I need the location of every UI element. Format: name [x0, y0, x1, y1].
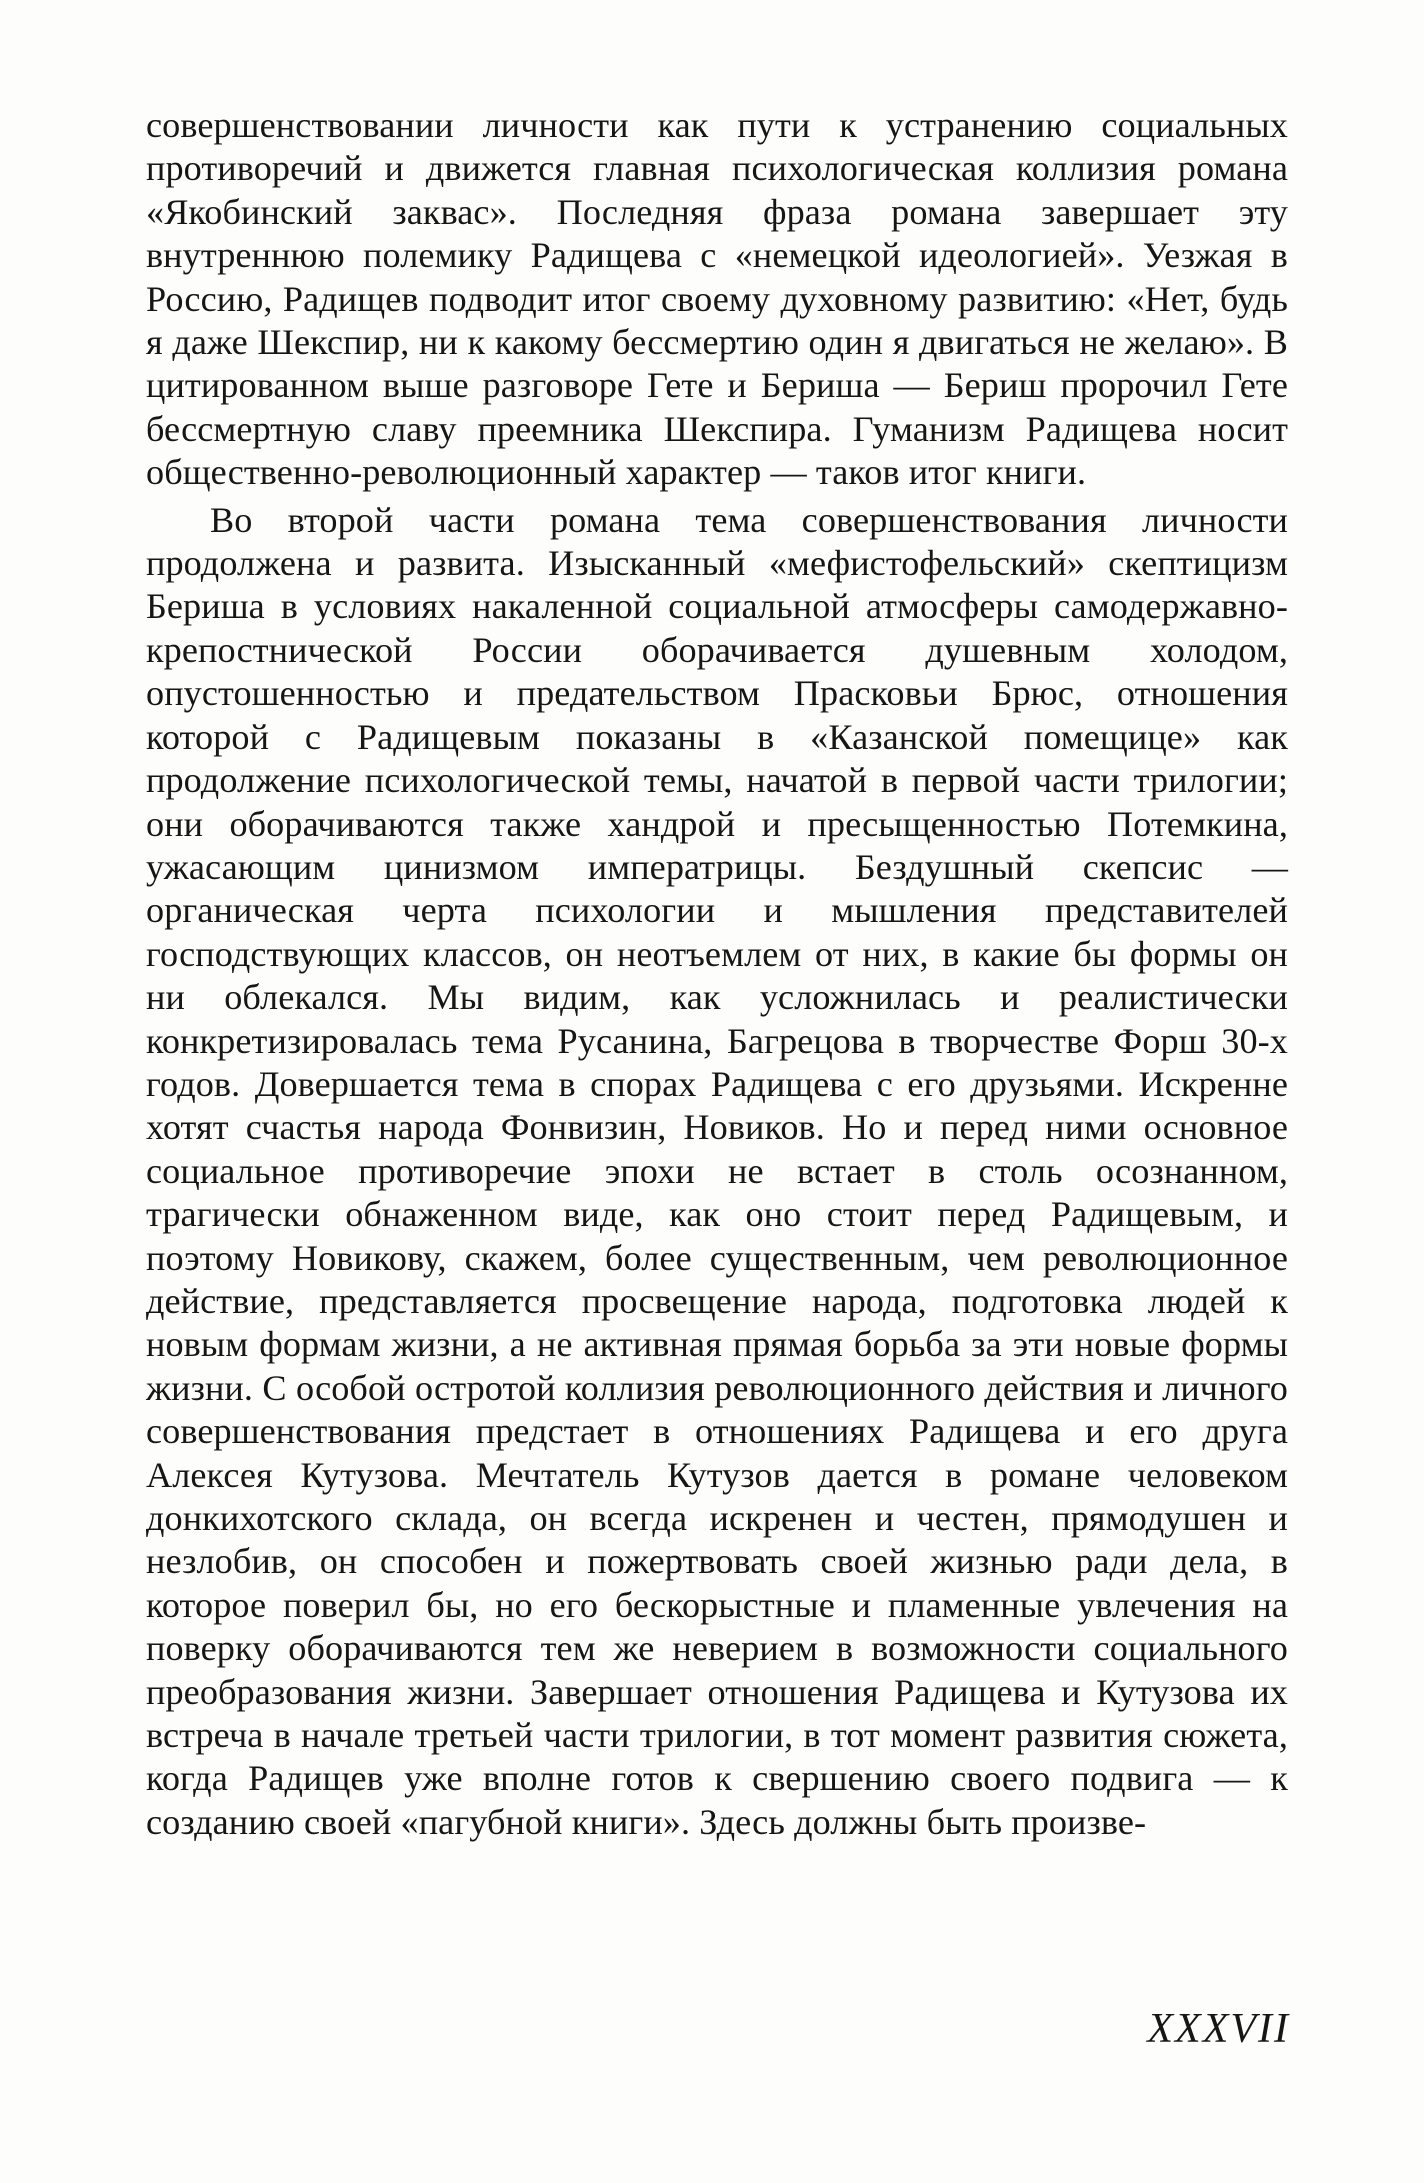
- paragraph-2: Во второй части романа тема совершенствования личности продолжена и развита. Изысканный «мефистофельский» скептицизм Бериша в условиях накаленной социальной атмосферы самодержавно-крепостнической России оборачивается душевным холодом, опустошенностью и предательством Прасковьи Брюс, отношения которой с Радищевым показаны в «Казанской помещице» как продолжение психологической темы, начатой в первой части трилогии; они оборачиваются также хандрой и пресыщенностью Потемкина, ужасающим цинизмом императрицы. Бездушный скепсис — органическая черта психологии и мышления представителей господствующих классов, он неотъемлем от них, в какие бы формы он ни облекался. Мы видим, как усложнилась и реалистически конкретизировалась тема Русанина, Багрецова в творчестве Форш 30-х годов. Довершается тема в спорах Радищева с его друзьями. Искренне хотят счастья народа Фонвизин, Новиков. Но и перед ними основное социальное противоречие эпохи не встает в столь осознанном, трагически обнаженном виде, как оно стоит перед Радищевым, и поэтому Новикову, скажем, более существенным, чем революционное действие, представляется просвещение народа, подготовка людей к новым формам жизни, а не активная прямая борьба за эти новые формы жизни. С особой остротой коллизия революционного действия и личного совершенствования предстает в отношениях Радищева и его друга Алексея Кутузова. Мечтатель Кутузов дается в романе человеком донкихотского склада, он всегда искренен и честен, прямодушен и незлобив, он способен и пожертвовать своей жизнью ради дела, в которое поверил бы, но его бескорыстные и пламенные увлечения на поверку оборачиваются тем же неверием в возможности социального преобразования жизни. Завершает отношения Радищева и Кутузова их встреча в начале третьей части трилогии, в тот момент развития сюжета, когда Радищев уже вполне готов к свершению своего подвига — к созданию своей «пагубной книги». Здесь должны быть произве-: [146, 499, 1288, 1842]
- page-number: XXXVII: [1147, 2006, 1290, 2052]
- paragraph-1: совершенствовании личности как пути к устранению социальных противоречий и движется главная психологическая коллизия романа «Якобинский заквас». Последняя фраза романа завершает эту внутреннюю полемику Радищева с «немецкой идеологией». Уезжая в Россию, Радищев подводит итог своему духовному развитию: «Нет, будь я даже Шекспир, ни к какому бессмертию один я двигаться не желаю». В цитированном выше разговоре Гете и Бериша — Бериш пророчил Гете бессмертную славу преемника Шекспира. Гуманизм Радищева носит общественно-революционный характер — таков итог книги.: [146, 105, 1288, 493]
- body-text: [146, 104, 1288, 1844]
